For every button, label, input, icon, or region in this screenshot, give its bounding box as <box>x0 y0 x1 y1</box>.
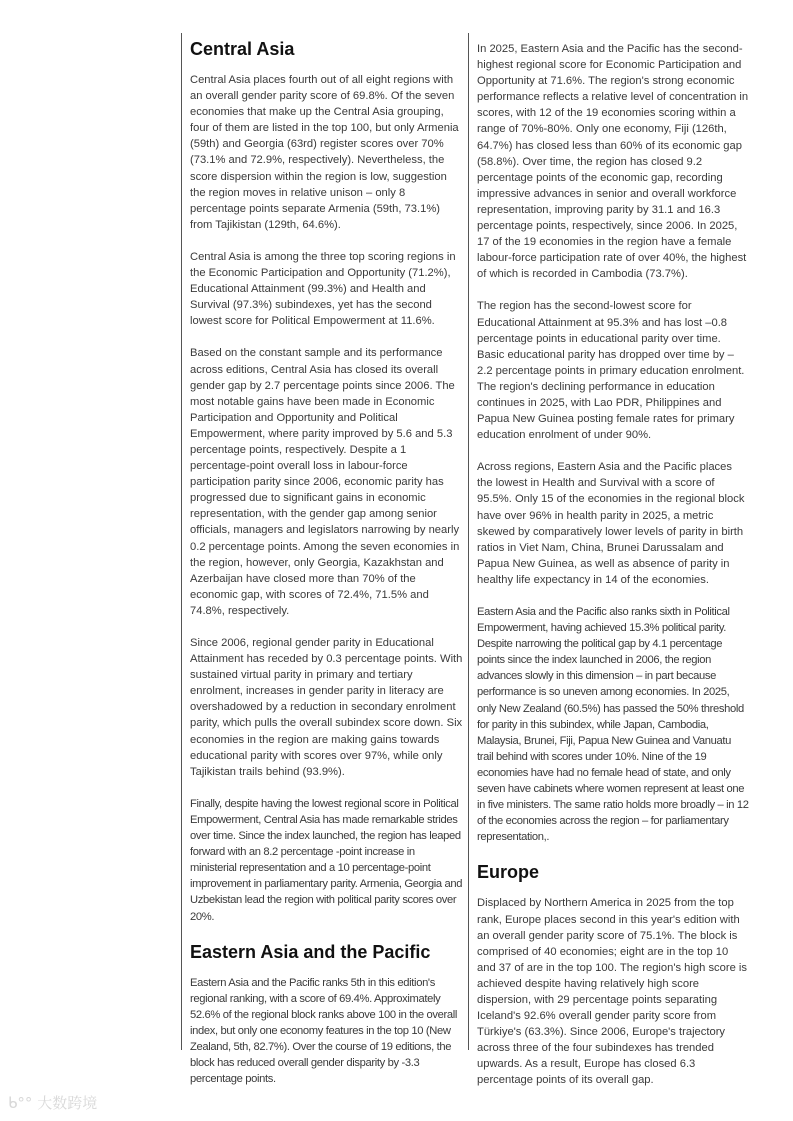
section-heading-europe: Europe <box>477 862 540 883</box>
paragraph: Based on the constant sample and its performance across editions, Central Asia has closed its overall gender gap by 2.7 percentage points since 2006. The most notable gains have been made in Economic Participation and Opportunity and Political Empowerment, where parity improved by 5.6 and 5.3 percentage points, respectively. Despite a 1 percentage-point overall loss in labour-force participation parity since 2006, economic parity has progressed due to significant gains in economic representation, with the gender gap among senior officials, managers and legislators narrowing by nearly 0.2 percentage points. Among the seven economies in the region, however, only Georgia, Kazakhstan and Azerbaijan have closed more than 70% of the economic gap, with scores of 72.4%, 71.5% and 74.8%, respectively. <box>190 347 460 617</box>
paragraph: The region has the second-lowest score for Educational Attainment at 95.3% and has lost –0.8 percentage points in educational parity over time. Basic educational parity has dropped over time by –2.2 percentage points in primary education enrolment. The region's declining performance in education continues in 2025, with Lao PDR, Philippines and Papua New Guinea posting female rates for primary education enrolment of under 90%. <box>477 300 745 442</box>
section-heading-central-asia: Central Asia <box>190 39 295 59</box>
paragraph: In 2025, Eastern Asia and the Pacific has the second-highest regional score for Economic Participation and Opportunity at 71.6%. The region's strong economic performance reflects a relative level of concentration in scores, with 12 of the 19 economies scoring within a range of 70%-80%. Only one economy, Fiji (126th, 64.7%) has closed less than 60% of its economic gap (58.8%). Over time, the region has closed 9.2 percentage points of the economic gap, recording impressive advances in senior and overall workforce representation, improving parity by 31.1 and 16.3 percentage points, respectively, since 2006. In 2025, 17 of the 19 economies in the region have a female labour-force participation rate of over 40%, the highest of which is recorded in Cambodia (73.7%). <box>477 43 749 281</box>
watermark-text: 大数跨境 <box>37 1094 98 1112</box>
paragraph: Central Asia is among the three top scoring regions in the Economic Participation and Opportunity (71.2%), Educational Attainment (99.3%) and Health and Survival (97.3%) subindexes, yet has the second lowest score for Political Empowerment at 11.6%. <box>190 250 456 328</box>
paragraph: Eastern Asia and the Pacific ranks 5th in this edition's regional ranking, with a score of 69.4%. Approximately 52.6% of the regional block ranks above 100 in the overall index, but only one economy features in the top 10 (New Zealand, 5th, 82.7%). Over the course of 19 editions, the block has reduced overall gender disparity by -3.3 percentage points. <box>190 976 458 1086</box>
left-column-rule <box>181 33 182 1050</box>
section-heading-eastern-asia-pacific: Eastern Asia and the Pacific <box>190 941 431 962</box>
left-column <box>190 38 464 1103</box>
paragraph: Finally, despite having the lowest regional score in Political Empowerment, Central Asia has made remarkable strides over time. Since the index launched, the region has leaped forward with an 8.2 percentage -point increase in ministerial representation and a 10 percentage-point improvement in parliamentary parity. Armenia, Georgia and Uzbekistan lead the region with political parity scores over 20%. <box>190 797 463 923</box>
paragraph: Central Asia places fourth out of all eight regions with an overall gender parity score of 69.8%. Of the seven economies that make up the Central Asia grouping, four of them are listed in the top 100, but only Armenia (59th) and Georgia (63rd) register scores over 70% (73.1% and 72.9%, respectively). Nevertheless, the score dispersion within the region is low, suggestion the region moves in relative unison – only 8 percentage points separate Armenia (59th, 73.1%) from Tajikistan (129th, 64.6%). <box>190 74 459 231</box>
paragraph: Eastern Asia and the Pacific also ranks sixth in Political Empowerment, having achieved 15.3% political parity. Despite narrowing the political gap by 4.1 percentage points since the index launched in 2006, the region advances slowly in this dimension – in part because performance is so uneven among economies. In 2025, only New Zealand (60.5%) has passed the 50% threshold for parity in this subindex, while Japan, Cambodia, Malaysia, Brunei, Fiji, Papua New Guinea and Vanuatu trail behind with scores under 10%. Nine of the 19 economies have had no female head of state, and only seven have cabinets where women represent at least one in five ministers. The same ratio holds more broadly – in 12 of the economies across the region – for parliamentary representation,. <box>477 606 749 844</box>
watermark-logo <box>8 1092 97 1113</box>
right-column <box>477 41 749 1105</box>
right-column-rule <box>468 33 469 1050</box>
logo-icon: ᑲ°° <box>8 1094 33 1112</box>
paragraph: Displaced by Northern America in 2025 from the top rank, Europe places second in this year's edition with an overall gender parity score of 75.1%. The block is comprised of 40 economies; eight are in the top 10 and 37 of are in the top 100. The region's high score is achieved despite having relatively high score dispersion, with 29 percentage points separating Iceland's 92.6% overall gender parity score from Türkiye's (63.3%). Since 2006, Europe's trajectory across three of the four subindexes has trended upwards. As a result, Europe has closed 6.3 percentage points of its overall gap. <box>477 897 747 1087</box>
paragraph: Since 2006, regional gender parity in Educational Attainment has receded by 0.3 percentage points. With sustained virtual parity in primary and tertiary enrolment, increases in gender parity in literacy are overshadowed by a reduction in secondary enrolment parity, which pulls the overall subindex score down. Six economies in the region are making gains towards educational parity with scores over 97%, while only Tajikistan trails behind (93.9%). <box>190 637 463 778</box>
paragraph: Across regions, Eastern Asia and the Pacific places the lowest in Health and Survival with a score of 95.5%. Only 15 of the economies in the regional block have over 96% in health parity in 2025, a metric skewed by comparatively lower levels of parity in birth ratios in Viet Nam, China, Brunei Darussalam and Papua New Guinea, as well as absence of parity in healthy life expectancy in 14 of the economies. <box>477 461 745 586</box>
